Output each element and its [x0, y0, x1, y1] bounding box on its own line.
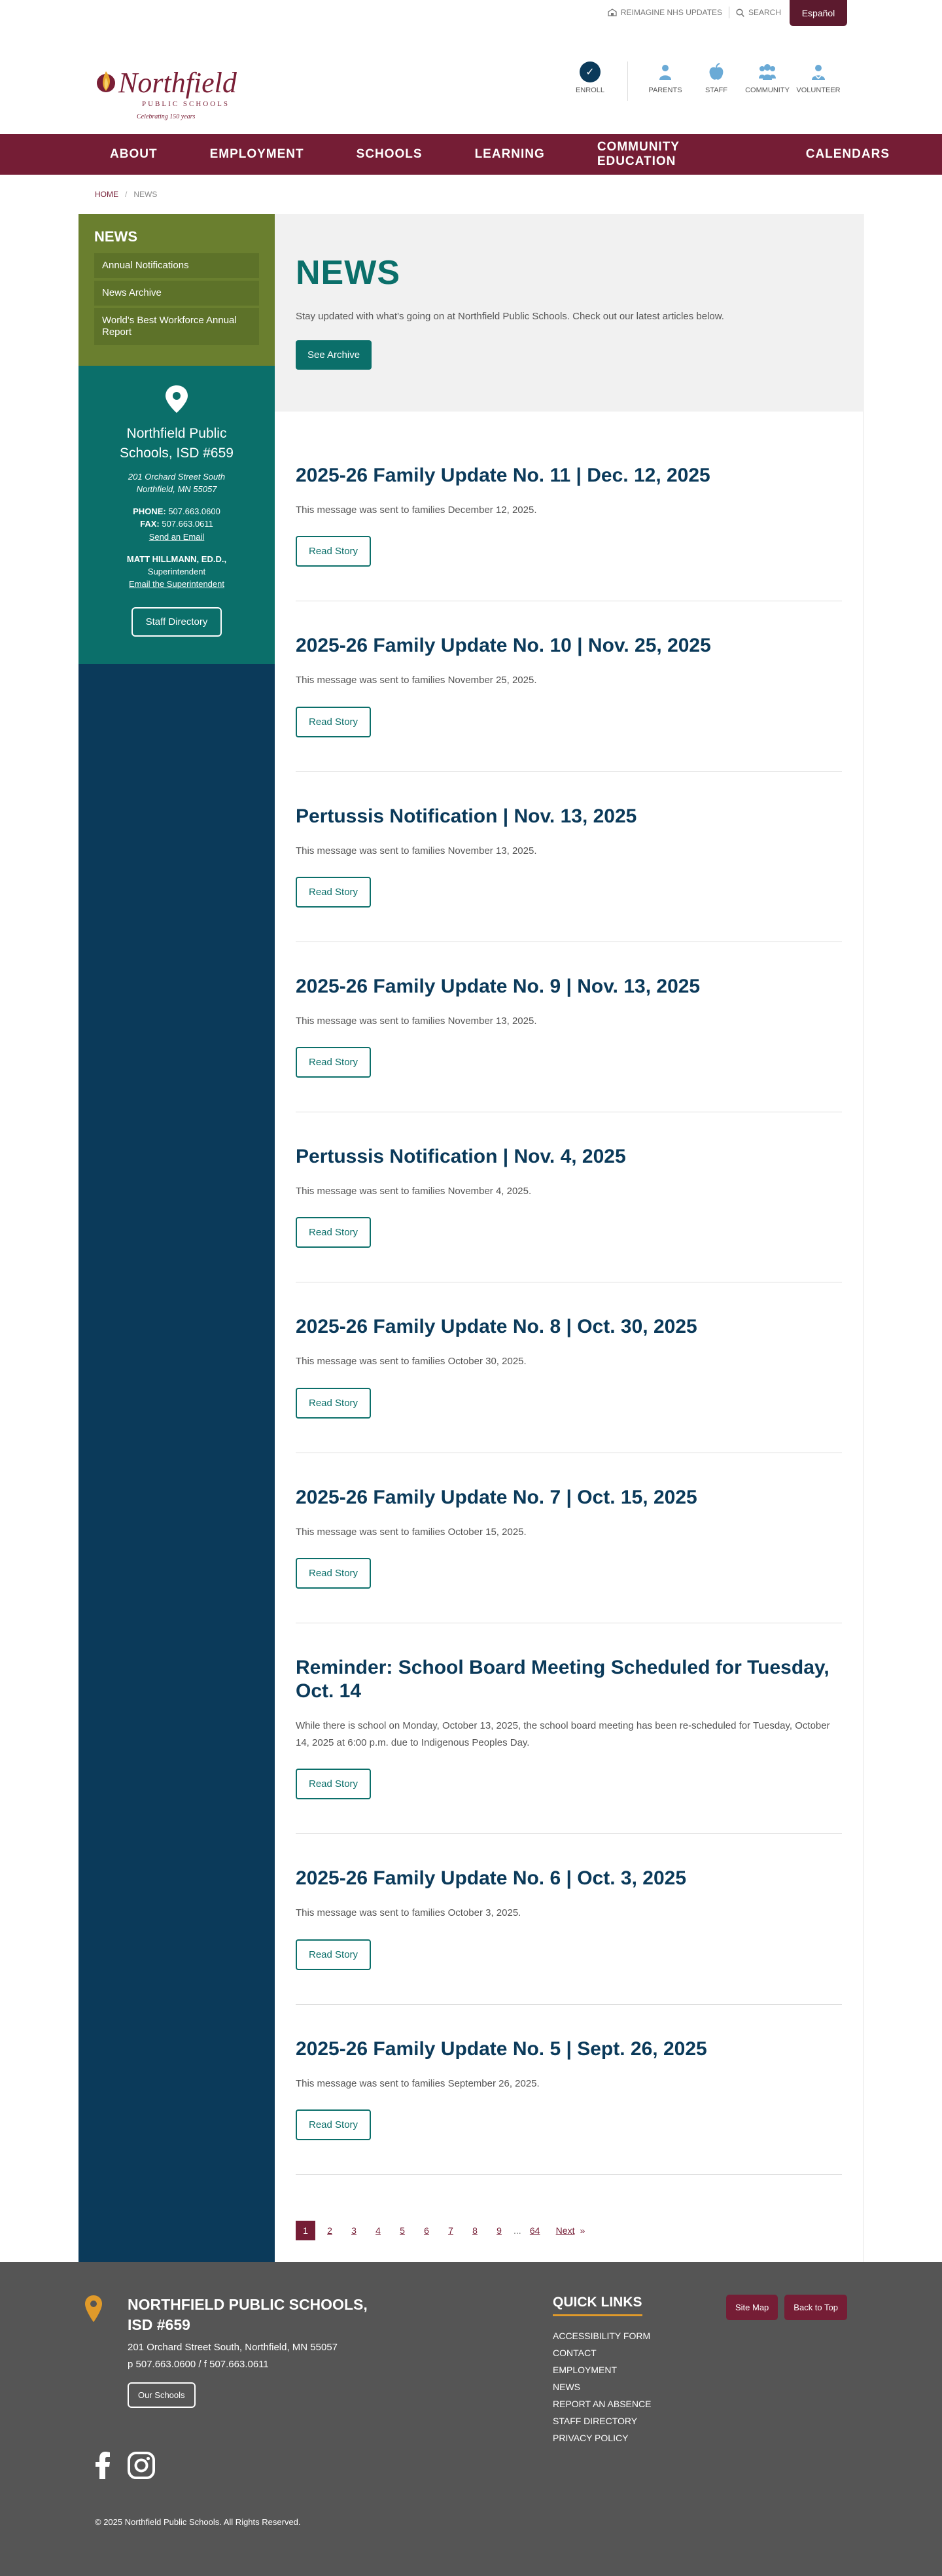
email-superintendent-link[interactable]: Email the Superintendent [129, 579, 224, 590]
quick-link-item[interactable]: STAFF DIRECTORY [553, 2416, 638, 2426]
search-icon [736, 9, 744, 17]
quick-link-item[interactable]: NEWS [553, 2382, 580, 2392]
footer-map-pin-icon [84, 2295, 103, 2323]
read-story-button[interactable]: Read Story [296, 1388, 371, 1419]
article-description: While there is school on Monday, October 13, 2025, the school board meeting has been re-scheduled for Tuesday, October 14, 2025 at 6:00 p.m. due to Indigenous Peoples Day. [296, 1720, 830, 1748]
hero-description: Stay updated with what's going on at Northfield Public Schools. Check out our latest articles below. [296, 311, 724, 322]
news-article [296, 1834, 842, 2004]
quick-link-item[interactable]: REPORT AN ABSENCE [553, 2399, 652, 2409]
main-content [275, 214, 864, 2262]
sidebar-item-annual-notifications[interactable]: Annual Notifications [94, 253, 259, 278]
read-story-button[interactable]: Read Story [296, 1939, 371, 1970]
nav-community-education[interactable]: COMMUNITY EDUCATION [597, 140, 680, 168]
superintendent-name: MATT HILLMANN, ED.D., [126, 554, 227, 564]
quick-links-title: QUICK LINKS [553, 2295, 642, 2316]
social-links [95, 2452, 155, 2482]
article-title[interactable]: 2025-26 Family Update No. 11 | Dec. 12, 2025 [296, 465, 710, 486]
news-article [296, 1623, 842, 1835]
see-archive-button[interactable]: See Archive [296, 340, 372, 370]
sidebar-phone: PHONE: 507.663.0600 [133, 506, 220, 516]
article-title[interactable]: Reminder: School Board Meeting Scheduled for Tuesday, Oct. 14 [296, 1656, 829, 1702]
page-1-link[interactable]: 1 [296, 2221, 315, 2240]
sidebar-fax: FAX: 507.663.0611 [140, 519, 213, 529]
page-8-link[interactable]: 8 [472, 2225, 478, 2236]
site-footer [0, 2262, 942, 2576]
read-story-button[interactable]: Read Story [296, 1217, 371, 1248]
logo-name: Northfield [118, 67, 237, 99]
logo-celebrating: Celebrating 150 years [137, 113, 196, 120]
read-story-button[interactable]: Read Story [296, 1558, 371, 1589]
nav-schools[interactable]: SCHOOLS [356, 147, 423, 161]
site-logo[interactable] [95, 61, 265, 120]
news-article [296, 1282, 842, 1453]
site-map-button[interactable]: Site Map [726, 2295, 778, 2320]
article-list [275, 412, 863, 2175]
breadcrumb-current: NEWS [133, 190, 158, 199]
main-nav [0, 134, 942, 175]
footer-address: 201 Orchard Street South, Northfield, MN 55057 p 507.663.0600 / f 507.663.0611 [128, 2342, 338, 2370]
pagination-ellipsis: ... [514, 2225, 521, 2236]
article-title[interactable]: 2025-26 Family Update No. 10 | Nov. 25, 2025 [296, 635, 711, 657]
read-story-button[interactable]: Read Story [296, 2109, 371, 2140]
news-article [296, 601, 842, 771]
parents-label: PARENTS [648, 86, 682, 94]
article-description: This message was sent to families October 3, 2025. [296, 1907, 521, 1919]
article-title[interactable]: 2025-26 Family Update No. 9 | Nov. 13, 2025 [296, 975, 701, 997]
sidebar-item-news-archive[interactable]: News Archive [94, 281, 259, 306]
flame-logo-icon [95, 69, 118, 95]
community-icon [757, 63, 778, 81]
article-description: This message was sent to families December 12, 2025. [296, 504, 537, 516]
espanol-button[interactable]: Español [790, 0, 847, 26]
sidebar [78, 214, 275, 2262]
pagination [275, 2175, 863, 2255]
page-3-link[interactable]: 3 [351, 2225, 357, 2236]
page-4-link[interactable]: 4 [375, 2225, 381, 2236]
read-story-button[interactable]: Read Story [296, 707, 371, 737]
enroll-label: ENROLL [575, 86, 605, 94]
copyright: © 2025 Northfield Public Schools. All Rights Reserved. [95, 2517, 301, 2527]
breadcrumb-separator: / [125, 190, 128, 199]
parents-link[interactable] [640, 62, 691, 94]
page-title: NEWS [296, 254, 400, 292]
enroll-link[interactable] [565, 62, 616, 94]
news-article [296, 412, 842, 601]
volunteer-link[interactable] [793, 62, 844, 94]
footer-org-name: NORTHFIELD PUBLIC SCHOOLS, ISD #659 [128, 2296, 368, 2334]
site-header [0, 39, 942, 134]
sidebar-address: 201 Orchard Street South Northfield, MN 55057 [128, 471, 226, 495]
quick-links-list [553, 2327, 651, 2446]
search-link[interactable] [736, 8, 781, 17]
reimagine-label: REIMAGINE NHS UPDATES [620, 8, 722, 17]
next-arrow-icon[interactable]: » [580, 2225, 585, 2236]
quick-link-item[interactable]: PRIVACY POLICY [553, 2433, 629, 2443]
article-description: This message was sent to families September 26, 2025. [296, 2077, 540, 2089]
superintendent-title: Superintendent [147, 566, 206, 576]
utility-bar [0, 0, 942, 39]
page-5-link[interactable]: 5 [400, 2225, 405, 2236]
news-hero [275, 214, 863, 412]
staff-directory-button[interactable]: Staff Directory [131, 607, 222, 637]
back-to-top-button[interactable]: Back to Top [784, 2295, 847, 2320]
news-article [296, 1112, 842, 1282]
sidebar-contact [78, 366, 275, 664]
news-article [296, 772, 842, 942]
quick-link-item[interactable]: CONTACT [553, 2348, 597, 2358]
nav-calendars[interactable]: CALENDARS [805, 147, 890, 161]
article-description: This message was sent to families November 25, 2025. [296, 675, 537, 686]
page-6-link[interactable]: 6 [424, 2225, 429, 2236]
quick-icons-divider [627, 62, 628, 101]
article-description: This message was sent to families October 15, 2025. [296, 1526, 527, 1538]
article-title[interactable]: Pertussis Notification | Nov. 13, 2025 [296, 805, 637, 827]
reimagine-link[interactable] [608, 8, 722, 17]
read-story-button[interactable]: Read Story [296, 536, 371, 567]
news-article [296, 2005, 842, 2175]
content-wrapper [0, 214, 942, 2262]
article-description: This message was sent to families November 4, 2025. [296, 1186, 532, 1197]
community-link[interactable] [742, 62, 793, 94]
article-description: This message was sent to families October 30, 2025. [296, 1356, 527, 1367]
nav-employment[interactable]: EMPLOYMENT [209, 147, 304, 161]
article-title[interactable]: 2025-26 Family Update No. 6 | Oct. 3, 2025 [296, 1867, 686, 1890]
news-article [296, 1453, 842, 1623]
page-9-link[interactable]: 9 [497, 2225, 502, 2236]
parents-icon [656, 63, 674, 81]
apple-icon [708, 63, 725, 81]
nav-learning[interactable]: LEARNING [474, 147, 545, 161]
our-schools-button[interactable]: Our Schools [128, 2382, 196, 2408]
footer-buttons [726, 2295, 847, 2320]
superintendent-info [92, 554, 262, 591]
quick-link-item[interactable]: ACCESSIBILITY FORM [553, 2331, 651, 2341]
logo-subtitle: PUBLIC SCHOOLS [142, 100, 230, 108]
quick-icons [565, 62, 844, 101]
article-title[interactable]: 2025-26 Family Update No. 8 | Oct. 30, 2025 [296, 1316, 697, 1338]
page-last-link[interactable]: 64 [529, 2225, 540, 2236]
volunteer-icon [809, 63, 828, 81]
page-2-link[interactable]: 2 [327, 2225, 332, 2236]
school-icon [608, 9, 617, 16]
facebook-link[interactable] [95, 2452, 111, 2482]
map-pin-icon [164, 384, 190, 414]
next-page-link[interactable]: Next [555, 2225, 575, 2236]
utility-links [608, 7, 781, 18]
staff-link[interactable] [691, 62, 742, 94]
read-story-button[interactable]: Read Story [296, 877, 371, 908]
volunteer-label: VOLUNTEER [796, 86, 841, 94]
staff-label: STAFF [705, 86, 727, 94]
quick-link-item[interactable]: EMPLOYMENT [553, 2365, 618, 2375]
check-icon: ✓ [580, 62, 601, 82]
article-description: This message was sent to families November 13, 2025. [296, 845, 537, 856]
read-story-button[interactable]: Read Story [296, 1047, 371, 1078]
sidebar-org-name: Northfield Public Schools, ISD #659 [120, 426, 234, 461]
send-email-link[interactable]: Send an Email [148, 531, 205, 542]
search-label: SEARCH [748, 8, 781, 17]
breadcrumb [0, 175, 942, 214]
nav-about[interactable]: ABOUT [110, 147, 158, 161]
sidebar-item-workforce-report[interactable]: World's Best Workforce Annual Report [94, 308, 259, 345]
sidebar-title: NEWS [94, 228, 137, 245]
breadcrumb-home[interactable]: HOME [95, 190, 118, 199]
article-title[interactable]: Pertussis Notification | Nov. 4, 2025 [296, 1146, 626, 1167]
instagram-icon [128, 2452, 155, 2479]
community-label: COMMUNITY [745, 86, 790, 94]
instagram-link[interactable] [128, 2452, 155, 2482]
article-title[interactable]: 2025-26 Family Update No. 7 | Oct. 15, 2025 [296, 1486, 697, 1508]
article-title[interactable]: 2025-26 Family Update No. 5 | Sept. 26, 2025 [296, 2038, 707, 2060]
article-description: This message was sent to families November 13, 2025. [296, 1015, 537, 1027]
read-story-button[interactable]: Read Story [296, 1769, 371, 1799]
page-7-link[interactable]: 7 [448, 2225, 453, 2236]
news-article [296, 942, 842, 1112]
sidebar-news-menu [78, 214, 275, 366]
facebook-icon [95, 2452, 111, 2479]
